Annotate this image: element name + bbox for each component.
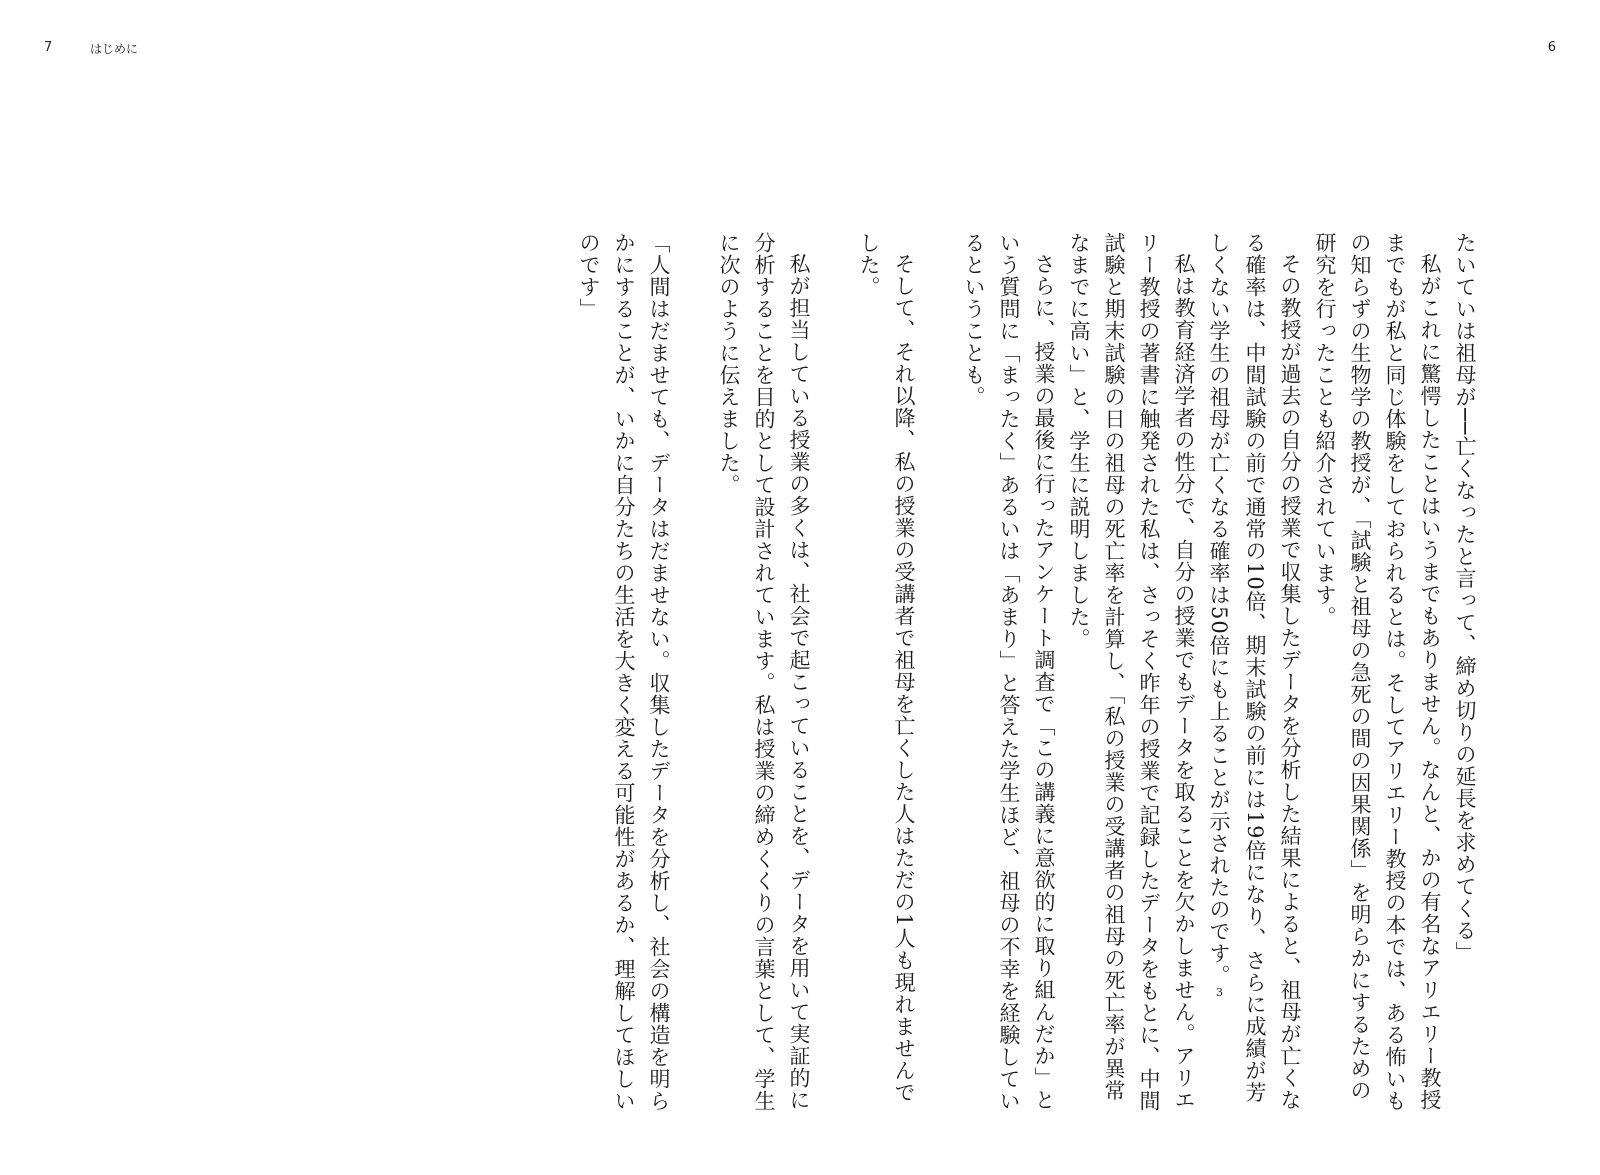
paragraph-3-text: その教授が過去の自分の授業で収集したデータを分析した結果によると、祖母が亡くなる確率は、中間試験の前で通常の10倍、期末試験の前には19倍になり、さらに成績が芳しくない学生の祖母が亡くなる確率は50倍にも上ることが示されたのです。 bbox=[1207, 232, 1302, 1111]
running-head: はじめに bbox=[90, 42, 139, 56]
paragraph-5: さらに、授業の最後に行ったアンケート調査で「この講義に意欲的に取り組んだか」という質問に「まったく」あるいは「あまり」と答えた学生ほど、祖母の不幸を経験しているということも。 bbox=[962, 232, 1056, 1112]
paragraph-4: 私は教育経済学者の性分で、自分の授業でもデータを取ることを欠かしません。アリエリー教授の著書に触発された私は、さっそく昨年の授業で記録したデータをもとに、中間試験と期末試験の日の祖母の死亡率を計算し、「私の授業の受講者の祖母の死亡率が異常なまでに高い」と、学生に説明しました。 bbox=[1067, 232, 1196, 1112]
right-page-number: 6 bbox=[1547, 40, 1556, 55]
section-gap bbox=[816, 232, 851, 1112]
paragraph-3 bbox=[1201, 232, 1307, 1112]
paragraph-8-quote: 「人間はだませても、データはだませない。収集したデータを分析し、社会の構造を明らかにすることが、いかに自分たちの生活を大きく変える可能性があるか、理解してほしいのです」 bbox=[577, 232, 671, 1112]
paragraph-2: 私がこれに驚愕したことはいうまでもありません。なんと、かの有名なアリエリー教授までもが私と同じ体験をしておられるとは。そしてアリエリー教授の本では、ある怖いもの知らずの生物学の教授が、「試験と祖母の急死の間の因果関係」を明らかにするための研究を行ったことも紹介されています。 bbox=[1313, 232, 1442, 1112]
paragraph-1: たいていは祖母が──亡くなったと言って、締め切りの延長を求めてくる」 bbox=[1453, 232, 1477, 964]
paragraph-6: そして、それ以降、私の授業の受講者で祖母を亡くした人はただの1人も現れませんでした。 bbox=[857, 232, 916, 1104]
left-page-number: 7 bbox=[44, 40, 53, 55]
section-gap bbox=[676, 232, 711, 1112]
paragraph-7: 私が担当している授業の多くは、社会で起こっていることを、データを用いて実証的に分析することを目的として設計されています。私は授業の締めくくりの言葉として、学生に次のように伝えました。 bbox=[717, 232, 811, 1112]
footnote-marker[interactable]: 3 bbox=[1216, 986, 1223, 998]
section-gap bbox=[921, 232, 956, 1112]
vertical-text-body bbox=[332, 232, 1482, 1112]
